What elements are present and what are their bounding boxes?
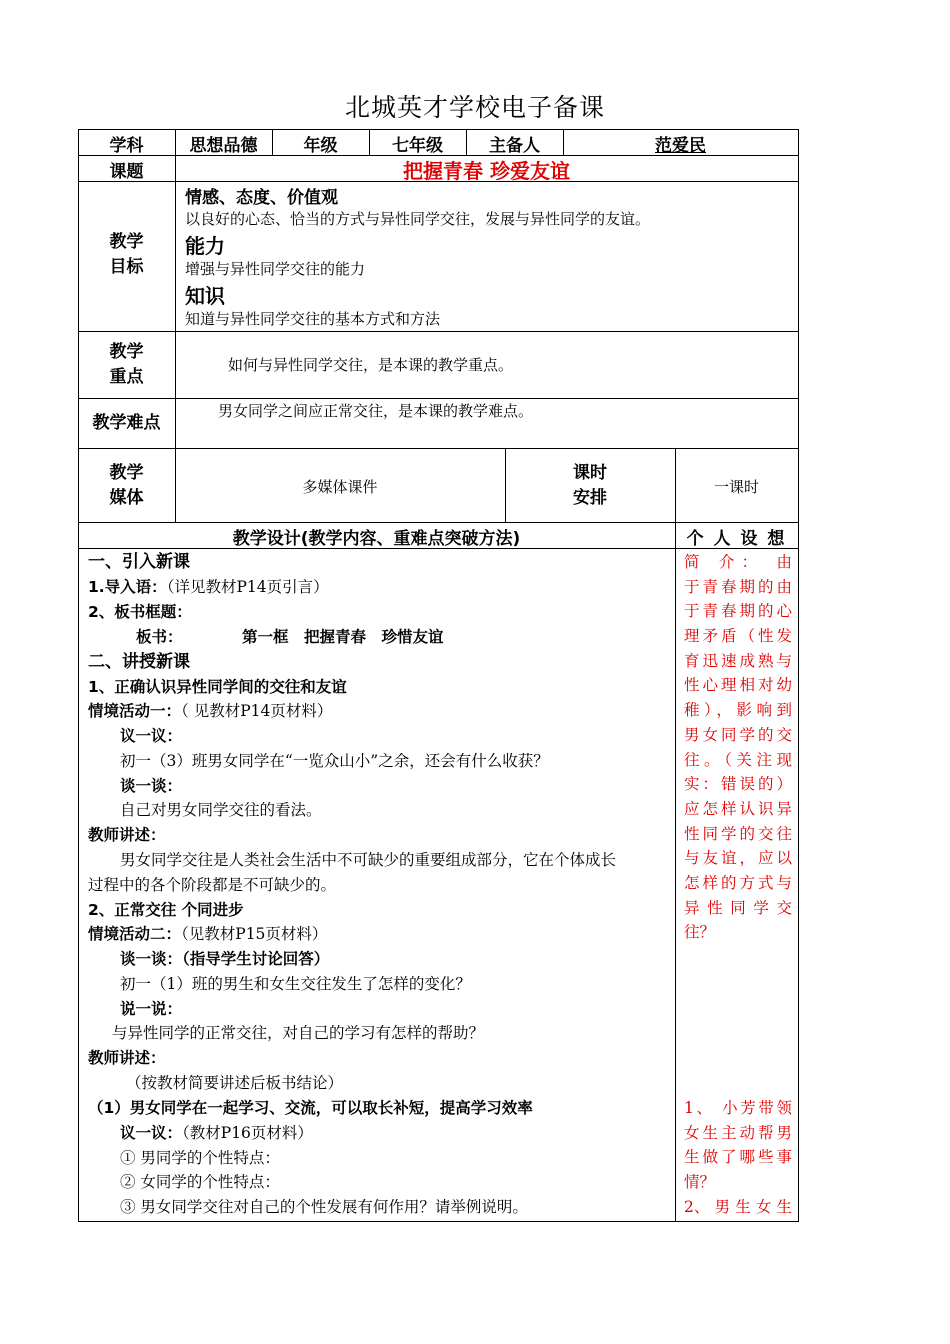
content-line: 情境活动二：（见教材P15页材料） (88, 925, 328, 943)
content-line: 说一说： (120, 1000, 183, 1018)
design-header: 教学设计(教学内容、重难点突破方法) (232, 529, 521, 549)
content-line: 初一（3）班男女同学在“一览众山小”之余，还会有什么收获？ (120, 752, 549, 770)
time-label: 课时 安排 (573, 463, 607, 508)
time-value: 一课时 (713, 478, 759, 496)
grade-value: 七年级 (392, 136, 443, 156)
content-line: 议一议： (120, 727, 183, 745)
topic-value: 把握青春 珍爱友谊 (403, 159, 570, 183)
goal-heading-ability: 能力 (185, 234, 225, 258)
preparer-value: 范爱民 (655, 136, 706, 156)
goals-label: 教学 目标 (109, 232, 144, 277)
content-line: 第一框 把握青春 珍惜友谊 (242, 628, 444, 646)
content-line: 教师讲述： (88, 826, 166, 844)
page-title: 北城英才学校电子备课 (344, 93, 605, 122)
content-line: 1、正确认识异性同学间的交往和友谊 (88, 678, 347, 696)
key-point-label: 教学 重点 (109, 342, 144, 387)
content-line: 议一议：（教材P16页材料） (120, 1124, 313, 1142)
content-line: 谈一谈：（指导学生讨论回答） (120, 950, 330, 968)
media-value: 多媒体课件 (302, 478, 378, 496)
content-line: 自己对男女同学交往的看法。 (120, 801, 322, 819)
difficulty-text: 男女同学之间应正常交往，是本课的教学难点。 (218, 402, 534, 420)
content-line: ① 男同学的个性特点： (120, 1149, 280, 1167)
key-point-text: 如何与异性同学交往，是本课的教学重点。 (228, 356, 514, 374)
section-heading: 二、讲授新课 (88, 652, 190, 672)
goal-text-attitude: 以良好的心态、恰当的方式与异性同学交往，发展与异性同学的友谊。 (185, 210, 651, 228)
section-heading: 一、引入新课 (88, 552, 190, 572)
goal-heading-knowledge: 知识 (185, 284, 225, 308)
content-line: 初一（1）班的男生和女生交往发生了怎样的变化？ (120, 975, 471, 993)
content-line: ② 女同学的个性特点： (120, 1173, 280, 1191)
content-line: 板书： (136, 628, 183, 646)
content-line: 1.导入语：（详见教材P14页引言） (88, 578, 329, 596)
content-line: （按教材简要讲述后板书结论） (126, 1074, 344, 1092)
personal-note-questions: 1、 小芳带领 女生主动帮男 生做了哪些事 情？ 2、 男 生 女 生 (684, 1099, 792, 1216)
content-line: ③ 男女同学交往对自己的个性发展有何作用？请举例说明。 (120, 1198, 528, 1216)
grade-label: 年级 (303, 136, 338, 156)
content-line: 情境活动一：（ 见教材P14页材料） (88, 702, 333, 720)
goal-text-knowledge: 知道与异性同学交往的基本方式和方法 (185, 310, 441, 328)
goal-text-ability: 增强与异性同学交往的能力 (185, 260, 366, 278)
personal-note-intro: 简 介： 由 于青春期的由 于青春期的心 理矛盾（性发 育迅速成熟与 性心理相对幼 稚），影响到 男女同学的交 往。（关注现 实：错误的） 应怎样认识异 性同学的交往 与友谊，应以 怎样的方式与 异 性 同 学 交 往？ (684, 553, 792, 942)
content-line: 2、正常交往 个同进步 (88, 901, 244, 919)
content-line: 过程中的各个阶段都是不可缺少的。 (88, 876, 337, 894)
personal-header: 个 人 设 想 (686, 529, 787, 549)
content-line: （1）男女同学在一起学习、交流，可以取长补短，提高学习效率 (88, 1099, 533, 1117)
topic-label: 课题 (109, 162, 144, 182)
preparer-label: 主备人 (489, 136, 540, 156)
goal-heading-attitude: 情感、态度、价值观 (185, 188, 338, 208)
content-line: 与异性同学的正常交往，对自己的学习有怎样的帮助？ (112, 1024, 485, 1042)
content-line: 谈一谈： (120, 777, 183, 795)
subject-label: 学科 (109, 136, 144, 156)
media-label: 教学 媒体 (109, 463, 144, 508)
content-line: 2、板书框题： (88, 603, 192, 621)
difficulty-label: 教学难点 (92, 413, 161, 433)
content-line: 教师讲述： (88, 1049, 166, 1067)
subject-value: 思想品德 (189, 136, 258, 156)
content-line: 男女同学交往是人类社会生活中不可缺少的重要组成部分，它在个体成长 (120, 851, 617, 869)
